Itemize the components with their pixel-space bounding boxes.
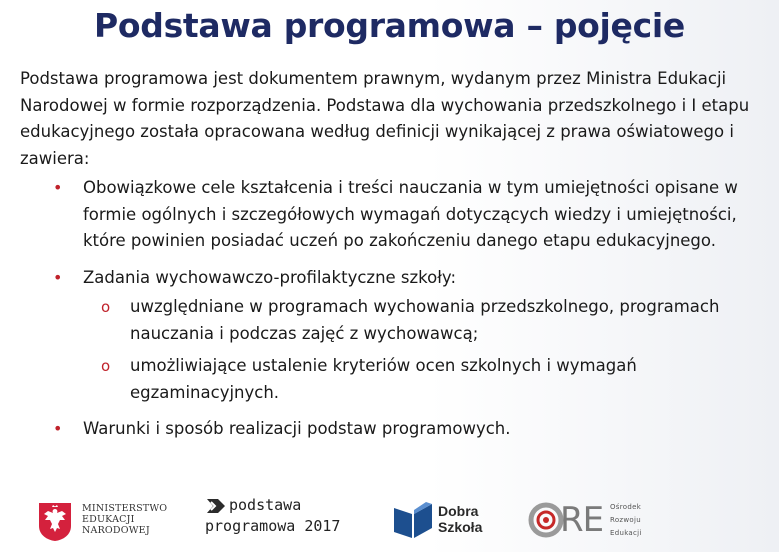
list-item xyxy=(20,416,770,443)
book-icon xyxy=(392,500,434,540)
men-wordmark xyxy=(82,503,167,536)
ore-letters: RE xyxy=(560,500,604,540)
men-line: NARODOWEJ xyxy=(82,525,150,536)
bullet-text: Zadania wychowawczo-profilaktyczne szkoły: xyxy=(83,267,457,287)
podstawa-programowa-logo xyxy=(205,496,365,546)
sub-bullet-list xyxy=(83,294,770,406)
list-item xyxy=(20,265,770,407)
eagle-emblem-icon xyxy=(38,502,72,542)
sub-list-item xyxy=(83,353,770,406)
ore-line: Ośrodek xyxy=(610,503,642,511)
speech-chevron-icon xyxy=(205,497,227,515)
sub-bullet-text: umożliwiające ustalenie kryteriów ocen szkolnych i wymagań egzaminacyjnych. xyxy=(130,356,637,402)
slide-title: Podstawa programowa – pojęcie xyxy=(94,6,685,45)
pp-line: podstawa xyxy=(229,496,302,514)
bullet-icon: • xyxy=(53,419,63,438)
bullet-icon: • xyxy=(53,178,63,197)
footer-logos xyxy=(0,492,779,552)
men-line: EDUKACJI xyxy=(82,514,135,525)
bullet-icon: • xyxy=(53,267,63,287)
circle-bullet-icon: o xyxy=(101,357,111,375)
ore-logo xyxy=(528,498,678,544)
men-line: MINISTERSTWO xyxy=(82,503,168,514)
target-icon xyxy=(528,502,564,538)
ds-line: Dobra xyxy=(438,503,479,519)
slide-content xyxy=(20,66,770,453)
men-logo xyxy=(38,500,168,544)
ds-wordmark xyxy=(438,503,482,535)
dobra-szkola-logo xyxy=(392,498,502,544)
ore-wordmark xyxy=(610,501,642,540)
pp-line: programowa 2017 xyxy=(205,517,341,535)
ds-line: Szkoła xyxy=(438,519,483,535)
intro-paragraph: Podstawa programowa jest dokumentem prawnym, wydanym przez Ministra Edukacji Narodowej w formie rozporządzenia. Podstawa dla wychowania przedszkolnego i I etapu edukacyjnego została opracowana według definicji wynikającej z prawa oświatowego i zawiera: xyxy=(20,69,750,168)
circle-bullet-icon: o xyxy=(101,298,111,316)
ore-line: Rozwoju xyxy=(610,516,641,524)
list-item xyxy=(20,175,770,255)
bullet-list xyxy=(20,175,770,443)
sub-list-item xyxy=(83,294,770,347)
ore-line: Edukacji xyxy=(610,529,642,537)
sub-bullet-text: uwzględniane w programach wychowania przedszkolnego, programach nauczania i podczas zajęć z wychowawcą; xyxy=(130,297,720,343)
bullet-text: Warunki i sposób realizacji podstaw programowych. xyxy=(83,419,511,438)
bullet-text: Obowiązkowe cele kształcenia i treści nauczania w tym umiejętności opisane w formie ogólnych i szczegółowych wymagań dotyczących wiedzy i umiejętności, które powinien posiadać uczeń po zakończeniu danego etapu edukacyjnego. xyxy=(83,178,738,250)
